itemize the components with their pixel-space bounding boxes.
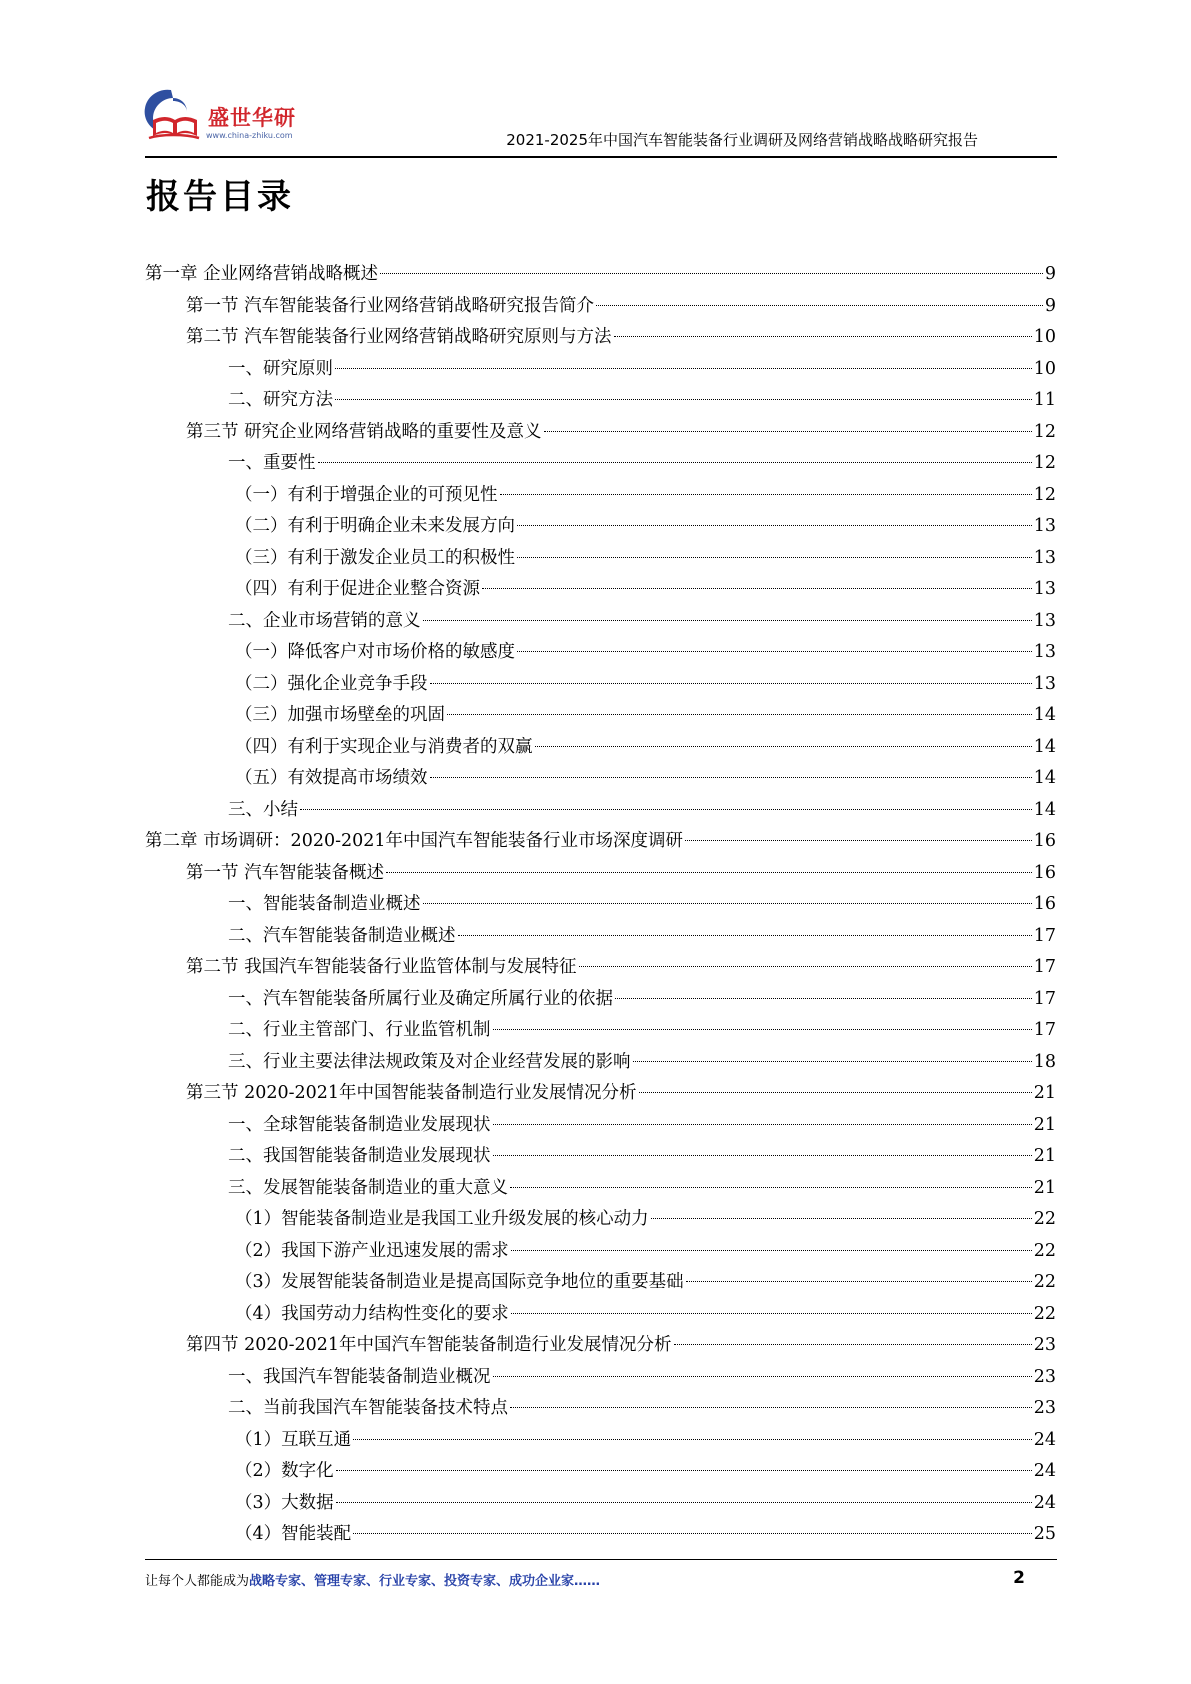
toc-entry[interactable] xyxy=(145,1520,1056,1552)
toc-entry-page: 9 xyxy=(1044,295,1056,316)
toc-dot-leader xyxy=(335,399,1032,400)
toc-entry[interactable] xyxy=(145,607,1056,639)
toc-dot-leader xyxy=(511,1313,1032,1314)
toc-dot-leader xyxy=(318,462,1032,463)
toc-entry[interactable] xyxy=(145,1237,1056,1269)
toc-entry-title: （2）我国下游产业迅速发展的需求 xyxy=(235,1240,509,1261)
toc-entry-page: 22 xyxy=(1033,1303,1056,1324)
toc-entry[interactable] xyxy=(145,1300,1056,1332)
toc-entry[interactable] xyxy=(145,260,1056,292)
toc-entry-page: 17 xyxy=(1033,925,1056,946)
toc-entry[interactable] xyxy=(145,418,1056,450)
toc-entry-page: 13 xyxy=(1033,610,1056,631)
toc-dot-leader xyxy=(633,1061,1032,1062)
toc-entry[interactable] xyxy=(145,701,1056,733)
footer-slogan-prefix: 让每个人都能成为 xyxy=(145,1574,250,1589)
toc-entry-title: （3）大数据 xyxy=(235,1492,334,1513)
toc-entry-page: 11 xyxy=(1033,390,1056,410)
toc-dot-leader xyxy=(674,1344,1032,1345)
toc-entry-title: 一、重要性 xyxy=(228,453,316,473)
report-title: 2021-2025年中国汽车智能装备行业调研及网络营销战略战略研究报告 xyxy=(506,131,978,149)
page-header xyxy=(143,84,1058,160)
toc-entry[interactable] xyxy=(145,859,1056,891)
toc-entry[interactable] xyxy=(145,544,1056,576)
table-of-contents xyxy=(145,260,1056,1552)
toc-entry[interactable] xyxy=(145,953,1056,985)
toc-entry-page: 22 xyxy=(1033,1240,1056,1261)
toc-entry[interactable] xyxy=(145,512,1056,544)
toc-dot-leader xyxy=(579,966,1032,967)
toc-dot-leader xyxy=(493,1124,1032,1125)
company-logo xyxy=(143,84,318,148)
toc-entry-title: 第三节 研究企业网络营销战略的重要性及意义 xyxy=(186,421,542,442)
page-number: 2 xyxy=(1013,1568,1025,1588)
toc-entry[interactable] xyxy=(145,449,1056,481)
toc-entry-page: 13 xyxy=(1033,642,1056,662)
toc-entry-page: 13 xyxy=(1033,547,1056,568)
toc-entry[interactable] xyxy=(145,1174,1056,1206)
logo-url: www.china-zhiku.com xyxy=(206,131,293,140)
toc-entry-title: 二、汽车智能装备制造业概述 xyxy=(228,925,456,946)
toc-entry-title: （一）降低客户对市场价格的敏感度 xyxy=(235,642,515,662)
toc-dot-leader xyxy=(596,305,1043,306)
toc-entry-page: 14 xyxy=(1033,736,1056,757)
toc-entry-page: 23 xyxy=(1033,1335,1056,1355)
toc-entry[interactable] xyxy=(145,670,1056,702)
toc-dot-leader xyxy=(353,1439,1032,1440)
toc-entry-page: 12 xyxy=(1033,453,1056,473)
toc-dot-leader xyxy=(639,1092,1032,1093)
toc-entry-page: 16 xyxy=(1033,894,1056,914)
toc-entry-page: 23 xyxy=(1033,1398,1056,1418)
toc-entry-title: 一、智能装备制造业概述 xyxy=(228,894,421,914)
toc-dot-leader xyxy=(380,273,1043,274)
toc-dot-leader xyxy=(335,368,1032,369)
toc-entry-page: 12 xyxy=(1033,484,1056,505)
toc-dot-leader xyxy=(493,1029,1032,1030)
toc-entry-title: 第一节 汽车智能装备概述 xyxy=(186,862,385,883)
toc-entry-page: 14 xyxy=(1033,799,1056,820)
toc-entry-page: 21 xyxy=(1033,1146,1056,1166)
toc-entry[interactable] xyxy=(145,638,1056,670)
toc-entry-page: 23 xyxy=(1033,1366,1056,1387)
toc-entry-page: 10 xyxy=(1033,358,1056,379)
toc-dot-leader xyxy=(336,1470,1032,1471)
toc-entry[interactable] xyxy=(145,890,1056,922)
header-divider xyxy=(145,156,1057,158)
toc-entry-page: 17 xyxy=(1033,1020,1056,1040)
toc-dot-leader xyxy=(615,998,1032,999)
toc-entry-page: 14 xyxy=(1033,768,1056,788)
toc-entry-page: 13 xyxy=(1033,516,1056,536)
toc-entry-page: 24 xyxy=(1033,1492,1056,1513)
footer-slogan-highlight: 战略专家、管理专家、行业专家、投资专家、成功企业家…… xyxy=(249,1574,601,1589)
toc-entry-title: （三）加强市场壁垒的巩固 xyxy=(235,705,445,725)
toc-dot-leader xyxy=(300,809,1032,810)
toc-dot-leader xyxy=(517,557,1032,558)
toc-entry-title: 一、研究原则 xyxy=(228,358,333,379)
footer-divider xyxy=(145,1559,1057,1560)
toc-entry-page: 22 xyxy=(1033,1272,1056,1292)
toc-dot-leader xyxy=(458,935,1032,936)
toc-entry-page: 25 xyxy=(1033,1524,1056,1544)
toc-entry-title: 三、小结 xyxy=(228,799,298,820)
toc-dot-leader xyxy=(511,1250,1032,1251)
toc-entry[interactable] xyxy=(145,481,1056,513)
toc-entry-title: 一、全球智能装备制造业发展现状 xyxy=(228,1114,491,1135)
toc-entry-title: 第二节 汽车智能装备行业网络营销战略研究原则与方法 xyxy=(186,327,612,347)
toc-entry-title: 第三节 2020-2021年中国智能装备制造行业发展情况分析 xyxy=(186,1083,637,1103)
toc-entry[interactable] xyxy=(145,1142,1056,1174)
toc-entry[interactable] xyxy=(145,355,1056,387)
toc-entry[interactable] xyxy=(145,323,1056,355)
toc-entry-page: 16 xyxy=(1033,862,1056,883)
toc-entry-title: （1）智能装备制造业是我国工业升级发展的核心动力 xyxy=(235,1209,649,1229)
toc-dot-leader xyxy=(535,746,1032,747)
toc-entry-title: 第二章 市场调研：2020-2021年中国汽车智能装备行业市场深度调研 xyxy=(145,831,684,851)
toc-entry-title: 二、企业市场营销的意义 xyxy=(228,610,421,631)
toc-entry-page: 17 xyxy=(1033,988,1056,1009)
toc-entry[interactable] xyxy=(145,733,1056,765)
toc-entry[interactable] xyxy=(145,1079,1056,1111)
toc-dot-leader xyxy=(500,494,1032,495)
toc-entry-title: 第二节 我国汽车智能装备行业监管体制与发展特征 xyxy=(186,957,577,977)
toc-entry[interactable] xyxy=(145,1016,1056,1048)
toc-dot-leader xyxy=(686,1281,1032,1282)
toc-entry[interactable] xyxy=(145,1426,1056,1458)
toc-entry-title: 第一节 汽车智能装备行业网络营销战略研究报告简介 xyxy=(186,295,595,316)
toc-entry-title: 一、汽车智能装备所属行业及确定所属行业的依据 xyxy=(228,988,613,1009)
toc-entry-title: 二、我国智能装备制造业发展现状 xyxy=(228,1146,491,1166)
toc-entry[interactable] xyxy=(145,922,1056,954)
toc-entry[interactable] xyxy=(145,1205,1056,1237)
toc-entry-page: 24 xyxy=(1033,1429,1056,1450)
toc-entry-title: （4）智能装配 xyxy=(235,1524,352,1544)
toc-entry-page: 14 xyxy=(1033,705,1056,725)
toc-entry-page: 13 xyxy=(1033,579,1056,599)
toc-entry[interactable] xyxy=(145,796,1056,828)
toc-entry-page: 12 xyxy=(1033,421,1056,442)
toc-dot-leader xyxy=(423,620,1032,621)
toc-entry-page: 18 xyxy=(1033,1051,1056,1072)
toc-entry-title: 二、当前我国汽车智能装备技术特点 xyxy=(228,1398,508,1418)
toc-dot-leader xyxy=(353,1533,1032,1534)
toc-dot-leader xyxy=(493,1376,1032,1377)
toc-dot-leader xyxy=(651,1218,1032,1219)
toc-entry-title: 三、发展智能装备制造业的重大意义 xyxy=(228,1177,508,1198)
toc-entry[interactable] xyxy=(145,827,1056,859)
toc-entry-title: （一）有利于增强企业的可预见性 xyxy=(235,484,498,505)
toc-entry-title: （三）有利于激发企业员工的积极性 xyxy=(235,547,515,568)
toc-dot-leader xyxy=(510,1407,1032,1408)
toc-entry[interactable] xyxy=(145,764,1056,796)
toc-entry-page: 24 xyxy=(1033,1461,1056,1481)
toc-entry-title: 第四节 2020-2021年中国汽车智能装备制造行业发展情况分析 xyxy=(186,1335,672,1355)
toc-dot-leader xyxy=(517,651,1032,652)
toc-entry-page: 22 xyxy=(1033,1209,1056,1229)
toc-entry[interactable] xyxy=(145,386,1056,418)
toc-entry-title: （2）数字化 xyxy=(235,1461,334,1481)
toc-entry-title: （二）强化企业竞争手段 xyxy=(235,673,428,694)
toc-entry[interactable] xyxy=(145,985,1056,1017)
toc-entry[interactable] xyxy=(145,575,1056,607)
toc-entry-page: 13 xyxy=(1033,673,1056,694)
toc-dot-leader xyxy=(423,903,1032,904)
toc-entry-title: 二、行业主管部门、行业监管机制 xyxy=(228,1020,491,1040)
toc-entry-title: （3）发展智能装备制造业是提高国际竞争地位的重要基础 xyxy=(235,1272,684,1292)
toc-entry-title: （五）有效提高市场绩效 xyxy=(235,768,428,788)
toc-entry[interactable] xyxy=(145,292,1056,324)
toc-dot-leader xyxy=(447,714,1032,715)
page-footer xyxy=(145,1570,1025,1600)
toc-dot-leader xyxy=(614,336,1032,337)
toc-dot-leader xyxy=(544,431,1032,432)
toc-entry[interactable] xyxy=(145,1048,1056,1080)
toc-entry-title: （4）我国劳动力结构性变化的要求 xyxy=(235,1303,509,1324)
toc-entry-page: 21 xyxy=(1033,1177,1056,1198)
toc-entry[interactable] xyxy=(145,1489,1056,1521)
toc-entry-page: 21 xyxy=(1033,1083,1056,1103)
toc-entry-title: 二、研究方法 xyxy=(228,390,333,410)
toc-entry[interactable] xyxy=(145,1331,1056,1363)
toc-entry-title: （四）有利于促进企业整合资源 xyxy=(235,579,480,599)
toc-entry-title: 三、行业主要法律法规政策及对企业经营发展的影响 xyxy=(228,1051,631,1072)
toc-entry-page: 9 xyxy=(1044,264,1056,284)
toc-dot-leader xyxy=(510,1187,1032,1188)
toc-dot-leader xyxy=(493,1155,1032,1156)
toc-entry-title: 一、我国汽车智能装备制造业概况 xyxy=(228,1366,491,1387)
toc-entry[interactable] xyxy=(145,1394,1056,1426)
toc-entry-page: 16 xyxy=(1033,831,1056,851)
toc-dot-leader xyxy=(430,683,1032,684)
toc-entry-title: （二）有利于明确企业未来发展方向 xyxy=(235,516,515,536)
logo-emblem-icon xyxy=(137,84,207,144)
toc-dot-leader xyxy=(482,588,1032,589)
toc-entry[interactable] xyxy=(145,1457,1056,1489)
toc-entry[interactable] xyxy=(145,1268,1056,1300)
toc-entry-page: 21 xyxy=(1033,1114,1056,1135)
toc-entry-title: （1）互联互通 xyxy=(235,1429,352,1450)
toc-dot-leader xyxy=(517,525,1032,526)
toc-entry-title: 第一章 企业网络营销战略概述 xyxy=(145,264,379,284)
toc-entry[interactable] xyxy=(145,1363,1056,1395)
toc-entry-page: 17 xyxy=(1033,957,1056,977)
toc-dot-leader xyxy=(430,777,1032,778)
page-title: 报告目录 xyxy=(146,177,294,217)
toc-dot-leader xyxy=(685,840,1032,841)
toc-entry[interactable] xyxy=(145,1111,1056,1143)
toc-entry-title: （四）有利于实现企业与消费者的双赢 xyxy=(235,736,533,757)
toc-entry-page: 10 xyxy=(1033,327,1056,347)
toc-dot-leader xyxy=(336,1502,1032,1503)
toc-dot-leader xyxy=(386,872,1032,873)
logo-text: 盛世华研 xyxy=(208,106,296,130)
